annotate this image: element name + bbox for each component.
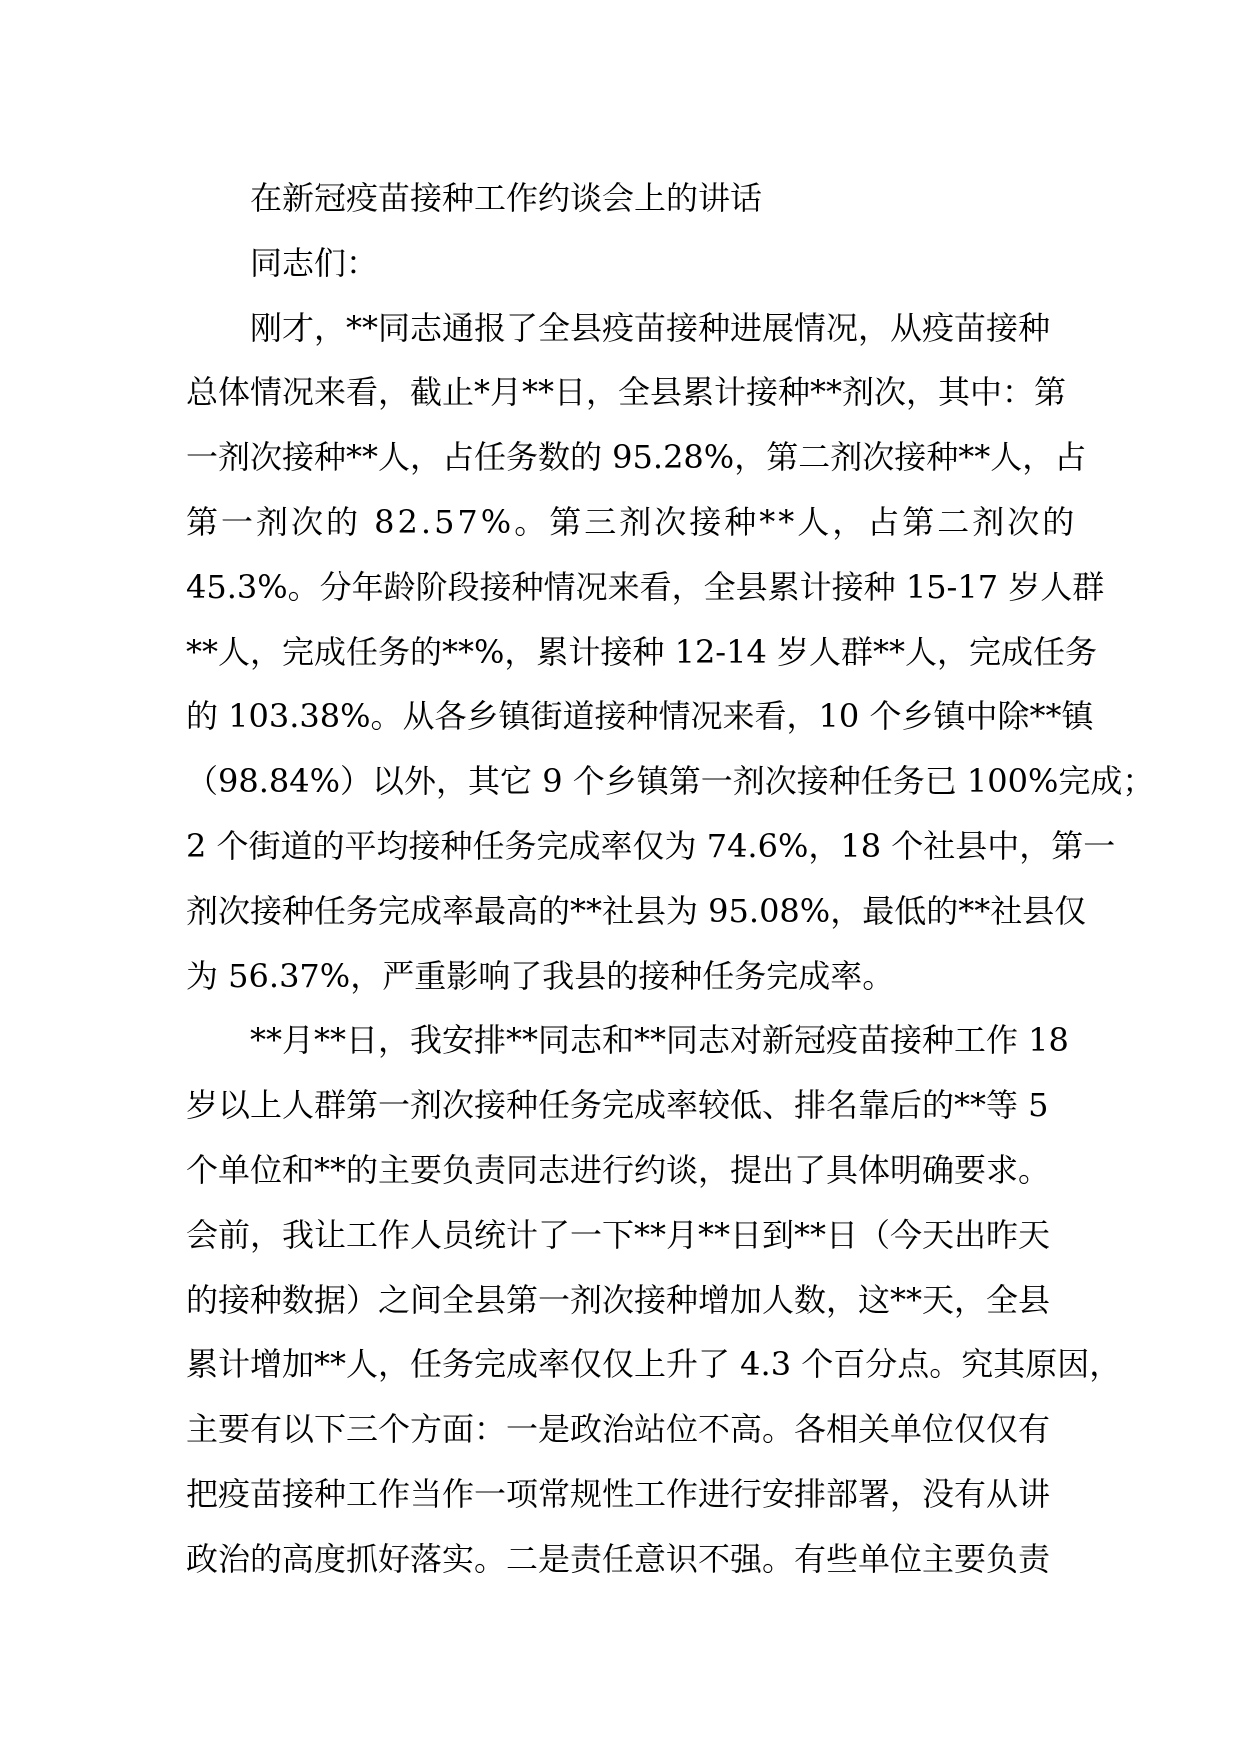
paragraph-line: 总体情况来看，截止*月**日，全县累计接种**剂次，其中：第 [186, 373, 1067, 412]
document-page [186, 166, 1155, 1592]
paragraph-line: 把疫苗接种工作当作一项常规性工作进行安排部署，没有从讲 [186, 1474, 1051, 1513]
salutation: 同志们： [250, 243, 379, 282]
paragraph-line: （98.84%）以外，其它 9 个乡镇第一剂次接种任务已 100%完成； [186, 762, 1155, 801]
paragraph-line: 的 103.38%。从各乡镇街道接种情况来看，10 个乡镇中除**镇 [186, 697, 1094, 736]
paragraph-line: 主要有以下三个方面：一是政治站位不高。各相关单位仅仅有 [186, 1410, 1051, 1449]
paragraph-line: 的接种数据）之间全县第一剂次接种增加人数，这**天，全县 [186, 1280, 1051, 1319]
paragraph-line: 一剂次接种**人，占任务数的 95.28%，第二剂次接种**人，占 [186, 438, 1087, 477]
document-title: 在新冠疫苗接种工作约谈会上的讲话 [250, 179, 763, 217]
paragraph-line: 45.3%。分年龄阶段接种情况来看，全县累计接种 15-17 岁人群 [186, 567, 1105, 606]
paragraph-line: **人，完成任务的**%，累计接种 12-14 岁人群**人，完成任务 [186, 632, 1098, 671]
paragraph-line: 刚才，**同志通报了全县疫苗接种进展情况，从疫苗接种 [250, 308, 1051, 347]
paragraph-line: 岁以上人群第一剂次接种任务完成率较低、排名靠后的**等 5 [186, 1086, 1049, 1125]
paragraph-line: **月**日，我安排**同志和**同志对新冠疫苗接种工作 18 [250, 1021, 1069, 1060]
paragraph-line: 第一剂次的 82.57%。第三剂次接种**人，占第二剂次的 [186, 502, 1078, 541]
paragraph-line: 个单位和**的主要负责同志进行约谈，提出了具体明确要求。 [186, 1150, 1051, 1189]
paragraph-line: 政治的高度抓好落实。二是责任意识不强。有些单位主要负责 [186, 1539, 1051, 1578]
paragraph-line: 为 56.37%，严重影响了我县的接种任务完成率。 [186, 956, 895, 995]
paragraph-line: 2 个街道的平均接种任务完成率仅为 74.6%，18 个社县中，第一 [186, 826, 1116, 865]
paragraph-line: 累计增加**人，任务完成率仅仅上升了 4.3 个百分点。究其原因， [186, 1345, 1122, 1384]
paragraph-line: 会前，我让工作人员统计了一下**月**日到**日（今天出昨天 [186, 1215, 1051, 1254]
paragraph-2 [186, 1008, 1122, 1591]
paragraph-line: 剂次接种任务完成率最高的**社县为 95.08%，最低的**社县仅 [186, 891, 1087, 930]
paragraph-1 [186, 296, 1155, 1009]
